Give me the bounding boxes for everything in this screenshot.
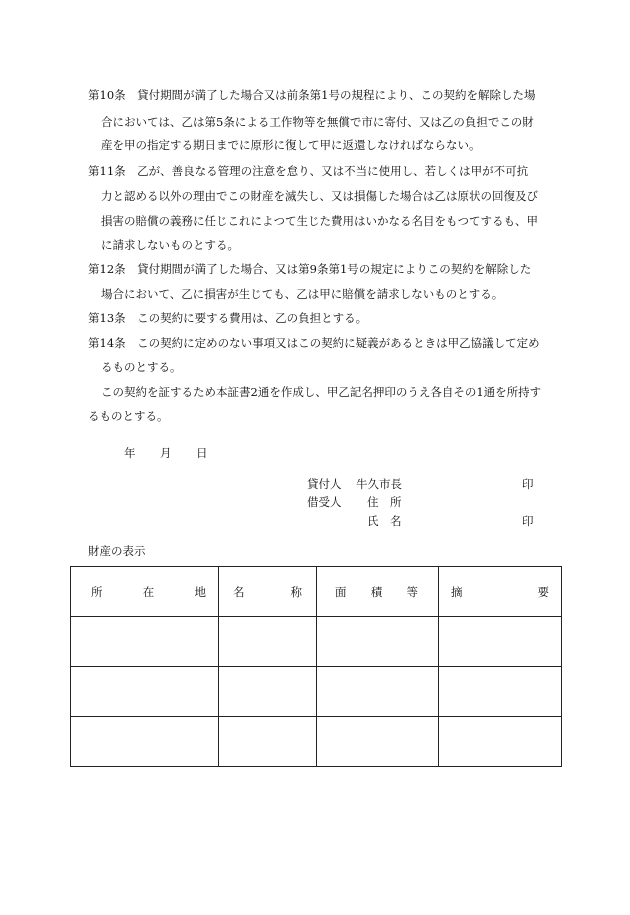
table-row (71, 717, 562, 767)
lender-seal: 印 (522, 477, 534, 491)
header-remarks: 摘 要 (439, 567, 562, 617)
table-cell (71, 667, 219, 717)
article-14-line-2: るものとする。 (101, 360, 182, 374)
property-title: 財産の表示 (88, 544, 146, 558)
article-11-line-2: 力と認める以外の理由でこの財産を滅失し、又は損傷した場合は乙は原状の回復及び (101, 189, 538, 203)
table-cell (439, 667, 562, 717)
date-day-label: 日 (196, 446, 208, 460)
borrower-name-label: 氏 名 (367, 514, 402, 528)
table-cell (317, 717, 439, 767)
article-11-line-1: 第11条 乙が、善良なる管理の注意を怠り、又は不当に使用し、若しくは甲が不可抗 (88, 164, 529, 178)
table-cell (219, 667, 317, 717)
lender-label: 貸付人 (307, 477, 342, 491)
borrower-address-label: 住 所 (367, 495, 402, 509)
date-month-label: 月 (160, 446, 172, 460)
article-10-line-1: 第10条 貸付期間が満了した場合又は前条第1号の規程により、この契約を解除した場 (88, 88, 536, 102)
table-cell (317, 617, 439, 667)
date-year-label: 年 (124, 446, 136, 460)
article-13-line-1: 第13条 この契約に要する費用は、乙の負担とする。 (88, 311, 368, 325)
article-10-line-2: 合においては、乙は第5条による工作物等を無償で市に寄付、又は乙の負担でこの財 (101, 115, 534, 129)
table-row (71, 617, 562, 667)
header-location: 所 在 地 (71, 567, 219, 617)
article-12-line-2: 場合において、乙に損害が生じても、乙は甲に賠償を請求しないものとする。 (101, 287, 504, 301)
borrower-seal: 印 (522, 514, 534, 528)
article-10-line-3: 産を甲の指定する期日までに原形に復して甲に返還しなければならない。 (101, 138, 481, 152)
property-table-header-row (71, 567, 562, 617)
borrower-label: 借受人 (307, 495, 342, 509)
article-14-line-1: 第14条 この契約に定めのない事項又はこの契約に疑義があるときは甲乙協議して定め (88, 336, 540, 350)
table-cell (71, 717, 219, 767)
closing-line-1: この契約を証するため本証書2通を作成し、甲乙記名押印のうえ各自その1通を所持す (101, 385, 542, 399)
table-cell (317, 667, 439, 717)
table-cell (71, 617, 219, 667)
article-12-line-1: 第12条 貸付期間が満了した場合、又は第9条第1号の規定によりこの契約を解除した (88, 262, 532, 276)
table-cell (439, 617, 562, 667)
table-row (71, 667, 562, 717)
table-cell (219, 617, 317, 667)
table-cell (439, 717, 562, 767)
lender-name: 牛久市長 (356, 477, 402, 491)
table-cell (219, 717, 317, 767)
article-11-line-4: に請求しないものとする。 (101, 238, 239, 252)
header-name: 名 称 (219, 567, 317, 617)
header-area: 面 積 等 (317, 567, 439, 617)
article-11-line-3: 損害の賠償の義務に任じこれによつて生じた費用はいかなる名目をもつてするも、甲 (101, 214, 538, 228)
property-table (70, 566, 562, 767)
closing-line-2: るものとする。 (88, 409, 169, 423)
